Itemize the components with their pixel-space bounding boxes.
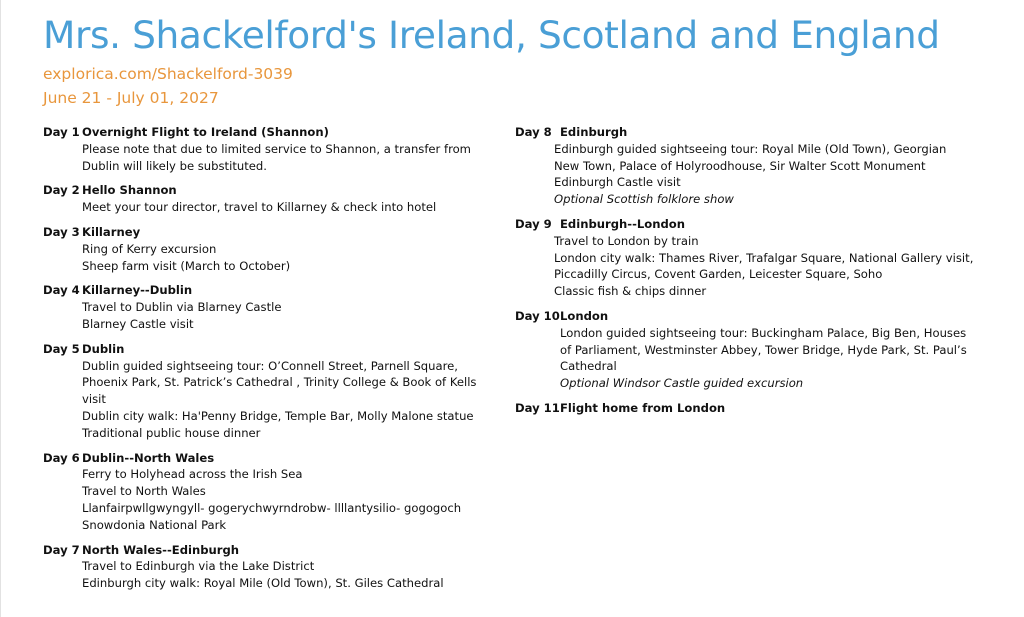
day-activities [515,141,985,208]
day-heading [515,308,985,325]
activity-line: Snowdonia National Park [82,517,227,532]
activity-line: visit [82,392,106,407]
day-title: Hello Shannon [82,183,177,198]
day-title: Flight home from London [560,400,726,415]
activity-line: New Town, Palace of Holyroodhouse, Sir Walter Scott Monument [554,158,926,173]
activity-line: London guided sightseeing tour: Buckingham Palace, Big Ben, Houses [560,325,967,340]
day-number: Day 10 [515,308,560,323]
day-heading [43,224,483,241]
day-number: Day 2 [43,183,80,198]
day-title: Killarney [82,224,141,239]
activity-line: London city walk: Thames River, Trafalgar Square, National Gallery visit, [554,250,974,265]
day-number: Day 6 [43,450,80,465]
activity-line: Traditional public house dinner [82,425,261,440]
activity-line: Dublin guided sightseeing tour: O’Connell Street, Parnell Square, [82,358,458,373]
page-edge [0,0,1,617]
day-title: Overnight Flight to Ireland (Shannon) [82,125,329,139]
day-heading [515,216,985,233]
day-number: Day 7 [43,542,80,557]
activity-line: Meet your tour director, travel to Killarney & check into hotel [82,200,437,215]
day-activities [43,199,483,216]
activity-line: Please note that due to limited service to Shannon, a transfer from [82,141,471,156]
activity-line: of Parliament, Westminster Abbey, Tower Bridge, Hyde Park, St. Paul’s [560,342,967,357]
activity-line: Travel to Dublin via Blarney Castle [82,300,282,315]
itinerary-day [43,450,483,534]
page-title: Mrs. Shackelford's Ireland, Scotland and England [43,13,940,57]
tour-url: explorica.com/Shackelford-3039 [43,65,293,83]
day-title: Edinburgh [560,125,628,139]
day-activities [43,558,483,592]
day-number: Day 8 [515,125,552,139]
activity-line: Ferry to Holyhead across the Irish Sea [82,467,303,482]
activity-line: Dublin will likely be substituted. [82,158,267,173]
itinerary-right-column [515,124,985,425]
day-number: Day 1 [43,125,80,139]
day-number: Day 4 [43,283,80,298]
itinerary-day [43,542,483,592]
activity-line: Dublin city walk: Ha'Penny Bridge, Temple Bar, Molly Malone statue [82,408,474,423]
day-activities [43,241,483,275]
itinerary-day [515,216,985,300]
day-number: Day 3 [43,224,80,239]
day-activities [515,325,985,392]
activity-line: Ring of Kerry excursion [82,241,217,256]
day-heading [515,124,985,141]
activity-line: Cathedral [560,359,617,374]
optional-activity: Optional Windsor Castle guided excursion [560,376,804,391]
day-activities [43,358,483,442]
day-title: North Wales--Edinburgh [82,542,240,557]
day-number: Day 11 [515,400,560,415]
activity-line: Phoenix Park, St. Patrick’s Cathedral , Trinity College & Book of Kells [82,375,477,390]
day-title: Dublin [82,341,125,356]
activity-line: Travel to North Wales [82,484,206,499]
itinerary-day [43,341,483,442]
day-heading [43,542,483,559]
activity-line: Travel to Edinburgh via the Lake District [82,559,315,574]
activity-line: Blarney Castle visit [82,316,194,331]
day-activities [43,299,483,333]
itinerary-day [43,224,483,274]
day-title: London [560,308,609,323]
day-heading [515,400,985,417]
itinerary-day [515,308,985,392]
day-heading [43,182,483,199]
day-heading [43,124,483,141]
day-activities [43,141,483,175]
day-activities [43,466,483,533]
day-title: Dublin--North Wales [82,450,215,465]
itinerary-day [43,124,483,174]
activity-line: Edinburgh city walk: Royal Mile (Old Town), St. Giles Cathedral [82,576,444,591]
itinerary-day [515,400,985,417]
activity-line: Piccadilly Circus, Covent Garden, Leicester Square, Soho [554,267,883,282]
optional-activity: Optional Scottish folklore show [554,192,734,207]
day-heading [43,450,483,467]
day-number: Day 5 [43,341,80,356]
day-activities [515,233,985,300]
activity-line: Classic fish & chips dinner [554,284,707,299]
day-heading [43,282,483,299]
itinerary-day [43,282,483,332]
day-heading [43,341,483,358]
tour-dates: June 21 - July 01, 2027 [43,89,219,107]
day-number: Day 9 [515,216,552,231]
day-title: Killarney--Dublin [82,283,193,298]
activity-line: Edinburgh Castle visit [554,175,681,190]
itinerary-left-column [43,124,483,600]
activity-line: Llanfairpwllgwyngyll- gogerychwyrndrobw- llllantysilio- gogogoch [82,500,462,515]
activity-line: Edinburgh guided sightseeing tour: Royal Mile (Old Town), Georgian [554,141,947,156]
activity-line: Travel to London by train [554,233,699,248]
itinerary-day [515,124,985,208]
day-title: Edinburgh--London [560,216,686,231]
itinerary-day [43,182,483,216]
activity-line: Sheep farm visit (March to October) [82,258,291,273]
